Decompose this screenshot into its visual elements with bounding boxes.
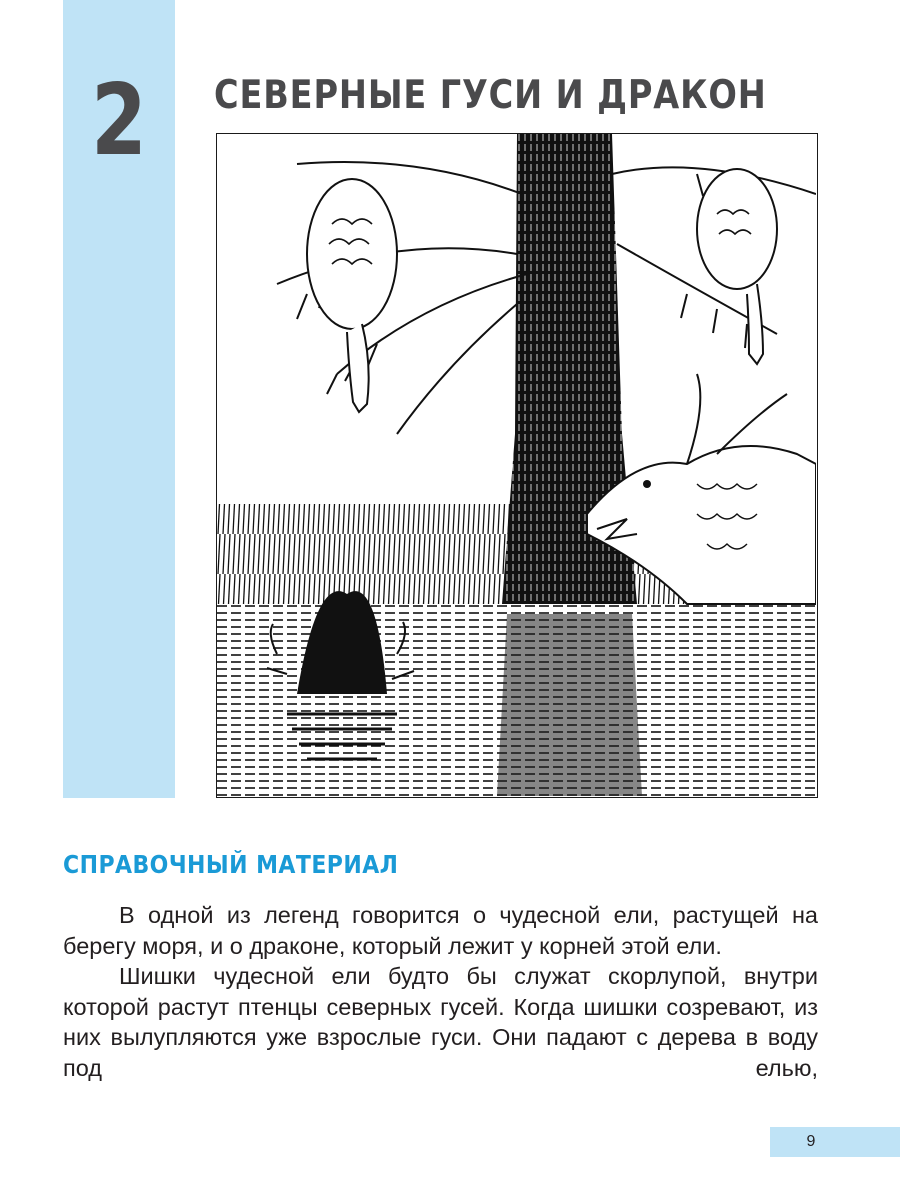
page-number: 9 bbox=[806, 1133, 816, 1150]
goose-left-icon bbox=[307, 179, 397, 412]
section-heading: СПРАВОЧНЫЙ МАТЕРИАЛ bbox=[63, 850, 399, 879]
illustration bbox=[216, 133, 818, 798]
paragraph: Шишки чудесной ели будто бы служат скорлупой, внутри которой растут птенцы северных гусей. Когда шишки созревают, из них вылупляются уже взрослые гуси. Они падают с дерева в воду под елью, bbox=[63, 963, 818, 1081]
goose-right-icon bbox=[697, 169, 777, 364]
chapter-title: СЕВЕРНЫЕ ГУСИ И ДРАКОН bbox=[214, 73, 767, 118]
paragraph: В одной из легенд говорится о чудесной ели, растущей на берегу моря, и о драконе, который лежит у корней этой ели. bbox=[63, 902, 818, 959]
chapter-number: 2 bbox=[91, 64, 147, 178]
illustration-drawing bbox=[217, 134, 816, 796]
body-text bbox=[63, 900, 818, 1083]
trunk-reflection bbox=[497, 614, 642, 796]
